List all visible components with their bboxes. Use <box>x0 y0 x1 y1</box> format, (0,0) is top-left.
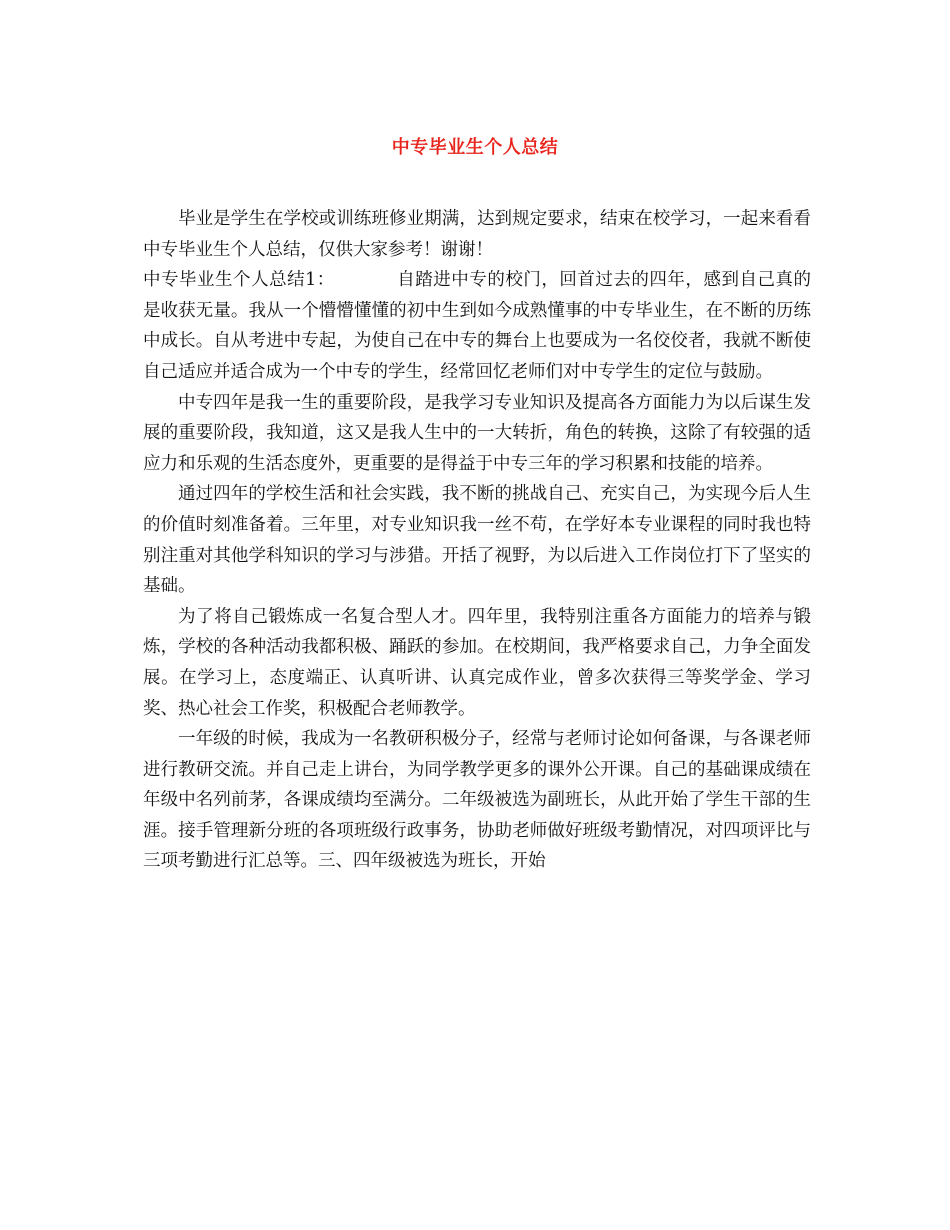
body-paragraph-4: 一年级的时候，我成为一名教研积极分子，经常与老师讨论如何备课，与各课老师进行教研交流。并自己走上讲台，为同学教学更多的课外公开课。自己的基础课成绩在年级中名列前茅，各课成绩均至满分。二年级被选为副班长，从此开始了学生干部的生涯。接手管理新分班的各项班级行政事务，协助老师做好班级考勤情况，对四项评比与三项考勤进行汇总等。三、四年级被选为班长，开始 <box>143 729 811 872</box>
section-label: 中专毕业生个人总结1： <box>143 270 335 291</box>
body-paragraph-2: 通过四年的学校生活和社会实践，我不断的挑战自己、充实自己，为实现今后人生的价值时刻准备着。三年里，对专业知识我一丝不苟，在学好本专业课程的同时我也特别注重对其他学科知识的学习与涉猎。开括了视野，为以后进入工作岗位打下了坚实的基础。 <box>143 484 811 597</box>
intro-paragraph: 毕业是学生在学校或训练班修业期满，达到规定要求，结束在校学习，一起来看看中专毕业生个人总结，仅供大家参考！谢谢！ <box>143 209 811 260</box>
body-paragraph-3: 为了将自己锻炼成一名复合型人才。四年里，我特别注重各方面能力的培养与锻炼，学校的各种活动我都积极、踊跃的参加。在校期间，我严格要求自己，力争全面发展。在学习上，态度端正、认真听讲、认真完成作业，曾多次获得三等奖学金、学习奖、热心社会工作奖，积极配合老师教学。 <box>143 606 811 719</box>
section-1-paragraph <box>143 265 811 387</box>
body-paragraph-1: 中专四年是我一生的重要阶段，是我学习专业知识及提高各方面能力为以后谋生发展的重要阶段，我知道，这又是我人生中的一大转折，角色的转换，这除了有较强的适应力和乐观的生活态度外，更重要的是得益于中专三年的学习积累和技能的培养。 <box>143 392 811 474</box>
document-title: 中专毕业生个人总结 <box>391 137 559 158</box>
section-first-text: 自踏进中专的校门，回首过去的四年，感到自己真的是收获无量。我从一个懵懵懂懂的初中生到如今成熟懂事的中专毕业生，在不断的历练中成长。自从考进中专起，为使自己在中专的舞台上也要成为一名佼佼者，我就不断使自己适应并适合成为一个中专的学生，经常回忆老师们对中专学生的定位与鼓励。 <box>143 270 811 382</box>
document-body <box>143 204 811 877</box>
